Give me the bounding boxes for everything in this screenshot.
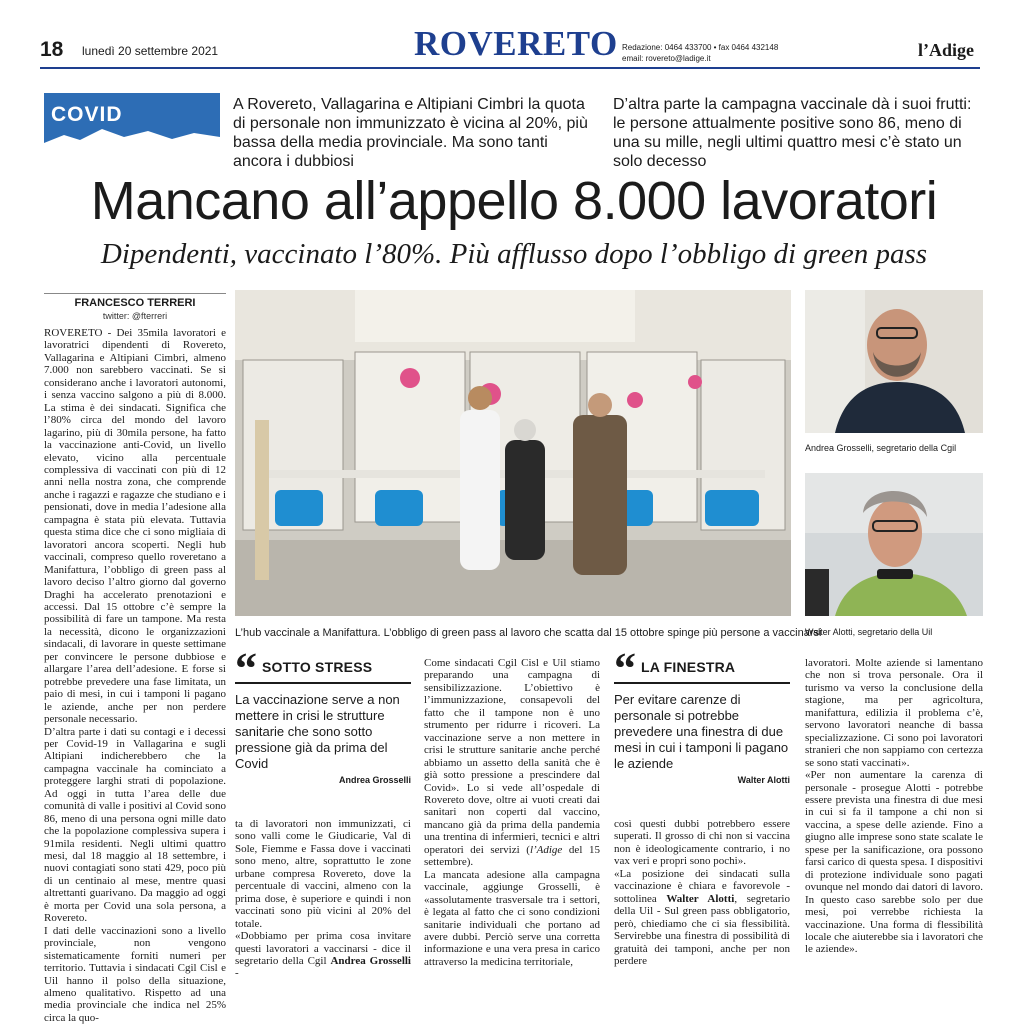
article-paragraph (614, 868, 790, 968)
page-number: 18 (40, 38, 64, 61)
quote-text: Per evitare carenze di personale si potrebbe prevedere una finestra di due mesi in cui i tamponi li pagano le aziende (614, 692, 789, 771)
quote-tail: , segretario della Uil - Sul green pass obbligatorio, però, chiediamo che ci sia flessibilità. Servirebbe una finestra di possibilità di gratuità dei tamponi, anche per non perdere (614, 892, 790, 967)
article-paragraph: I dati delle vaccinazioni sono a livello provinciale, non vengono sistematicamente forniti numeri per territorio. Tuttavia i sindacati Cgil Cisl e Uil hanno il polso della situazione, almeno qualitativo. Rispetto ad una media provinciale che indica nel 25% circa la quo- (44, 924, 226, 1024)
article-paragraph: lavoratori. Molte aziende si lamentano che non si trova personale. Ora il turismo va verso la conclusione della stagione, ma per agricoltura, manifattura, edilizia il problema c’è, servono lavoratori neanche di bassa specializzazione. Ci sono poi lavoratori stranieri che non sappiamo con certezza se sono stati vaccinati». (805, 657, 983, 769)
author-name: FRANCESCO TERRERI (74, 297, 196, 309)
quote-title: SOTTO STRESS (262, 659, 373, 675)
article-paragraph: D’altra parte i dati su contagi e i decessi per Covid-19 in Vallagarina e sugli Altipiani indicherebbero che la campagna vaccinale ha cominciato a proteggere larghi strati di popolazione. Ad oggi in tutta l’area delle due comunità di valle i positivi al Covid sono 86, meno di una persona ogni mille dato che la popolazione complessiva supera i 91mila residenti. Negli ultimi quattro mesi, dal 18 maggio al 18 settembre, i nuovi contagiati sono stati 429, poco più di un centinaio al mese, mentre quasi altrettanti guarivano. Da maggio ad oggi è morta per Covid una sola persona, a Rovereto. (44, 725, 226, 925)
contact-phone-fax: Redazione: 0464 433700 • fax 0464 432148 (622, 43, 779, 52)
quote-title: LA FINESTRA (641, 659, 736, 675)
article-paragraph: «Per non aumentare la carenza di personale - prosegue Alotti - potrebbe essere prevista una finestra di due mesi in cui si fa il tampone a chi non si vaccina, a spese delle aziende. Fino a giugno alle imprese sono state scalate le spese per la sanificazione, ora possono farsi carico di questa spesa. I dispositivi di protezione individuale sono pagati ovunque nel mondo dai datori di lavoro. In questo caso sarebbe solo per due mesi, poi verrebbe richiesta la vaccinazione. Una forma di flessibilità locale che aiuterebbe sia i lavoratori che le aziende». (805, 769, 983, 956)
article-paragraph (424, 657, 600, 869)
main-photo-caption: L’hub vaccinale a Manifattura. L’obbligo di green pass al lavoro che scatta dal 15 ottobre spinge più persone a vaccinarsi (235, 627, 822, 639)
article-column-2 (235, 818, 411, 980)
portrait-illustration (805, 473, 983, 616)
quote-header (235, 644, 411, 693)
masthead-rule (40, 67, 980, 69)
grosselli-portrait (805, 290, 983, 433)
vaccination-hub-illustration (235, 290, 791, 616)
quote-mark-icon: “ (614, 644, 636, 693)
article-column-1 (44, 327, 226, 1024)
newsroom-contacts (622, 42, 778, 64)
quoted-person: Walter Alotti (666, 892, 735, 905)
article-paragraph: così questi dubbi potrebbero essere superati. Il grosso di chi non si vaccina non è ideologicamente contrario, i no vax veri e propri sono pochi». (614, 818, 790, 868)
quote-tail: - (235, 967, 239, 980)
article-column-3 (424, 657, 600, 968)
newspaper-reference: l’Adige (529, 843, 563, 856)
quote-signature: Andrea Grosselli (338, 775, 411, 785)
article-paragraph: ROVERETO - Dei 35mila lavoratori e lavoratrici dipendenti di Rovereto, Vallagarina e Altipiani Cimbri, almeno 7.000 non sarebbero vaccinati. Se si considerano anche i lavoratori autonomi, i senza vaccino salgono a più di 8.000. La stima è dei sindacati. Significa che l’80% circa del mondo del lavoro lagarino, più di 30mila persone, ha fatto la vaccinazione anti-Covid, un livello elevato, vicino alla percentuale complessiva di vaccinati con più di 12 anni nella nostra zona, che comprende anche i ragazzi e ragazze che studiano e i pensionati, dove in media l’adesione alla campagna è stata più elevata. Tuttavia questa stima dice che ci sono migliaia di lavoratori ancora scoperti. Negli hub vaccinali, compreso quello roveretano a Manifattura, l’obbligo di green pass al lavoro deciso l’altro giorno dal governo Draghi ha accelerato prenotazioni e accessi. Dal 15 ottobre c’è sempre la possibilità di fare un tampone. Ma resta la necessità, dicono le organizzazioni sindacali, di lavorare in queste settimane per convincere le persone dubbiose e allargare l’area dell’adesione. E forse si potrebbe prevedere una fase limitata, un paio di mesi, in cui i tamponi li pagano le aziende, anche per non perdere personale necessario. (44, 327, 226, 726)
covid-badge-label: COVID (51, 103, 123, 126)
kicker-right: D’altra parte la campagna vaccinale dà i suoi frutti: le persone attualmente positive sono 86, meno di una su mille, negli ultimi quattro mesi c’è stato un solo decesso (613, 96, 972, 170)
quote-lead: «La posizione dei sindacati sulla vaccinazione è chiara e favorevole - sottolinea (614, 867, 790, 905)
article-paragraph (235, 930, 411, 980)
portrait-illustration (805, 290, 983, 433)
article-column-4 (614, 818, 790, 967)
paragraph-tail: del 15 settembre). (424, 843, 600, 869)
contact-email: email: rovereto@ladige.it (622, 54, 711, 63)
masthead (0, 0, 1024, 70)
photo-a-caption: Andrea Grosselli, segretario della Cgil (805, 443, 957, 453)
quoted-person: Andrea Grosselli (330, 954, 411, 967)
vaccination-hub-photo (235, 290, 791, 616)
headline: Mancano all’appello 8.000 lavoratori (90, 171, 938, 231)
section-title: ROVERETO (414, 24, 618, 63)
newspaper-logo: l’Adige (918, 40, 974, 60)
covid-badge (44, 93, 220, 155)
photo-b-caption: Walter Alotti, segretario della Uil (805, 627, 933, 637)
byline-rule (44, 293, 226, 294)
quote-box-la-finestra (614, 644, 790, 785)
issue-date: lunedì 20 settembre 2021 (82, 44, 219, 58)
quote-text: La vaccinazione serve a non mettere in crisi le strutture sanitarie che sono sotto pressione già da prima del Covid (235, 692, 400, 771)
quote-signature: Walter Alotti (737, 775, 790, 785)
alotti-portrait (805, 473, 983, 616)
subheadline: Dipendenti, vaccinato l’80%. Più afflusso dopo l’obbligo di green pass (100, 238, 928, 270)
article-paragraph: La mancata adesione alla campagna vaccinale, aggiunge Grosselli, è «assolutamente trasversale tra i settori, è legata al fatto che ci sono condizioni sanitarie individuali che portano ad avere dubbi. Perciò serve una corretta informazione e una vera presa in carico attraverso la medicina territoriale, (424, 868, 600, 968)
byline (44, 293, 226, 321)
quote-lead: «Dobbiamo per prima cosa invitare questi lavoratori a vaccinarsi - dice il segretario della Cgil (235, 930, 411, 967)
quote-mark-icon: “ (235, 644, 257, 693)
paragraph-text: Come sindacati Cgil Cisl e Uil stiamo preparando una campagna di sensibilizzazione. L’obiettivo è l’immunizzazione, consapevoli del fatto che il tampone non è uno strumento per ridurre i ricoveri. La vaccinazione serve a non mettere in crisi le strutture sanitarie anche perché abbiamo un assetto della sanità che è già sotto pressione a prescindere dal Covid». Lo si vede all’ospedale di Rovereto dove, oltre ai vuoti creati dai sanitari non coperti dal vaccino, mancano già da prima della pandemia una trentina di infermieri, tecnici e altri operatori dei servizi ( (424, 657, 600, 856)
article-column-5 (805, 657, 983, 956)
kicker-left: A Rovereto, Vallagarina e Altipiani Cimbri la quota di personale non immunizzato è vicina al 20%, più bassa della media provinciale. Ma sono tanti ancora i dubbiosi (233, 96, 588, 170)
quote-box-sotto-stress (235, 644, 411, 785)
author-twitter: twitter: @fterreri (102, 311, 168, 321)
article-paragraph: ta di lavoratori non immunizzati, ci sono valli come le Giudicarie, Val di Sole, Fiemme e Fassa dove i vaccinati sono meno, altre, soprattutto le zone urbane compresa Rovereto, dove la percentuale di vaccini, almeno con la prima dose, è superiore e quindi i non vaccinati sono più vicini al 20% del totale. (235, 818, 411, 930)
quote-header (614, 644, 790, 693)
